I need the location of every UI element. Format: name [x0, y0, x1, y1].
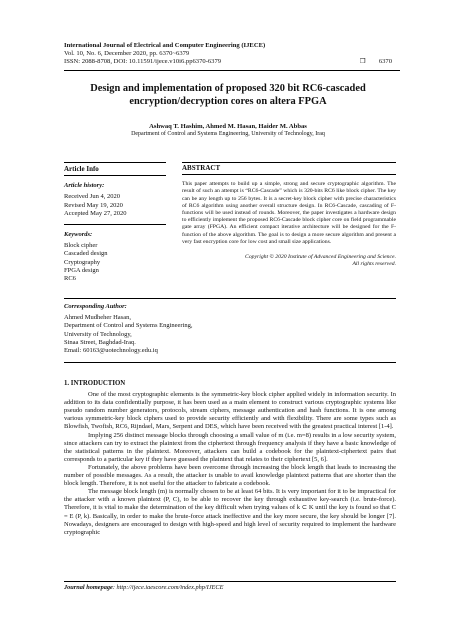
copyright-line: Copyright © 2020 Institute of Advanced Engineering and Science.: [245, 254, 396, 261]
square-icon: ❒: [359, 58, 366, 65]
keyword-item: RC6: [64, 275, 76, 283]
page-number: [360, 58, 392, 66]
footer-rule: [64, 581, 396, 582]
article-info-heading: Article Info: [64, 162, 166, 176]
corr-rule: [64, 362, 396, 363]
keyword-item: FPGA design: [64, 266, 99, 274]
corr-rule: [64, 298, 396, 299]
info-rule: [64, 224, 166, 225]
history-label: Article history:: [64, 182, 105, 190]
history-item: Accepted May 27, 2020: [64, 209, 127, 217]
history-item: Revised May 19, 2020: [64, 201, 123, 209]
footer-label: Journal homepage: [64, 584, 113, 591]
paper-title: Design and implementation of proposed 320 bit RC6-cascaded encryption/decryption cores on altera FPGA: [90, 83, 366, 107]
keyword-item: Cascaded design: [64, 250, 108, 258]
keywords-label: Keywords:: [64, 231, 93, 239]
keyword-item: Cryptography: [64, 258, 101, 266]
paragraph: Implying 256 distinct message blocks through choosing a small value of m (i.e. m=8) results in a low security system, since attackers can try to extract the plaintext from the ciphertext through frequency analysis if they have a basic knowledge of the statistical patterns in the plaintext. Moreover, attackers can build a codebook for the plaintext-ciphertext pairs that corresponds to a particular key if they have guessed the plaintext that relates to their ciphertext [5, 6].: [64, 431, 396, 463]
corr-line: Ahmed Mudheher Hasan,: [64, 314, 131, 322]
history-item: Received Jun 4, 2020: [64, 193, 120, 201]
paper-authors: Ashwaq T. Hashim, Ahmed M. Hasan, Haider M. Abbas: [149, 123, 307, 130]
abstract-text: This paper attempts to build up a simple, strong and secure cryptographic algorithm. The result of such an attempt is “RC6-Cascade” which is 320-bits RC6 like block cipher. The key can be any length up to 256 bytes. It is a secret-key block cipher with precise characteristics of RC6 algorithm using another overall structure design. In RC6-Cascade, cascading of F-functions will be used instead of rounds. Moreover, the paper investigates a hardware design to efficiently implement the proposed RC6-Cascade block cipher core on field programmable gate array (FPGA). An efficient compact iterative architecture will be designed for the F-function of the above algorithm. The goal is to design a more secure algorithm and present a very fast encryption core for low cost and small size applications.: [182, 181, 396, 245]
paragraph: The message block length (m) is normally chosen to be at least 64 bits. It is very important for it to be impractical for the attacker with a known plaintext (P, C), to be able to recover the key through exhaustive key-search (i.e. brute-force). Therefore, it is vital to make the determination of the key difficult when trying values of k ⊂ K until the key is found so that C = E (P, k). Basically, in order to make the brute-force attack ineffective and the key more secure, the key should be longer [7]. Nowadays, designers are encouraged to design with high-speed and high level of security required to implement the hardware cryptographic: [64, 488, 396, 536]
corresponding-author: [64, 298, 396, 363]
introduction-section: [64, 380, 396, 537]
abstract: [182, 162, 396, 268]
paper-affiliation: Department of Control and Systems Engineering, University of Technology, Iraq: [131, 131, 325, 137]
copyright-line: All rights reserved.: [352, 261, 396, 268]
journal-header: [64, 42, 392, 66]
corr-line: Department of Control and Systems Engineering,: [64, 322, 193, 330]
journal-volume: Vol. 10, No. 6, December 2020, pp. 6370~6379: [64, 50, 190, 57]
corresponding-label: Corresponding Author:: [64, 303, 127, 310]
footer-url[interactable]: : http://ijece.iaescore.com/index.php/IJECE: [112, 584, 224, 591]
section-heading: 1. INTRODUCTION: [64, 380, 126, 387]
corr-email: Email: 60163@uotechnology.edu.iq: [64, 347, 158, 355]
article-info: [64, 162, 166, 283]
keyword-item: Block cipher: [64, 242, 98, 250]
corr-line: Sinaa Street, Baghdad-Iraq.: [64, 338, 136, 346]
journal-issn: ISSN: 2088-8708, DOI: 10.11591/ijece.v10i6.pp6370-6379: [64, 58, 222, 65]
header-rule: [64, 70, 400, 71]
paragraph: One of the most cryptographic elements is the symmetric-key block cipher applied widely in information security. In addition to its data confidentially purpose, it has been used as a main element to construct various cryptographic systems like pseudo random number generators, protocols, stream ciphers, message authentication and hash functions. It is one among various symmetric-key block ciphers used to provide security efficiently and with flexibility. There are some types such as Blowfish, Twofish, RC6, Rijndael, Mars, Serpent and DES, which have been received with the greatest practical interest [1-4].: [64, 391, 396, 431]
journal-name: International Journal of Electrical and Computer Engineering (IJECE): [64, 42, 266, 49]
paragraph: Fortunately, the above problems have been overcome through increasing the block length that leads to increasing the number of possible messages. As a result, the attacker is unable to avail knowledge plaintext patterns that are shorter than the block length. Therefore, it is not useful for the attacker to fabricate a codebook.: [64, 463, 396, 488]
corr-line: University of Technology,: [64, 330, 132, 338]
footer: [64, 584, 223, 591]
copyright: [182, 254, 396, 268]
abstract-heading: ABSTRACT: [182, 162, 396, 175]
page-number-text: 6370: [378, 58, 392, 65]
